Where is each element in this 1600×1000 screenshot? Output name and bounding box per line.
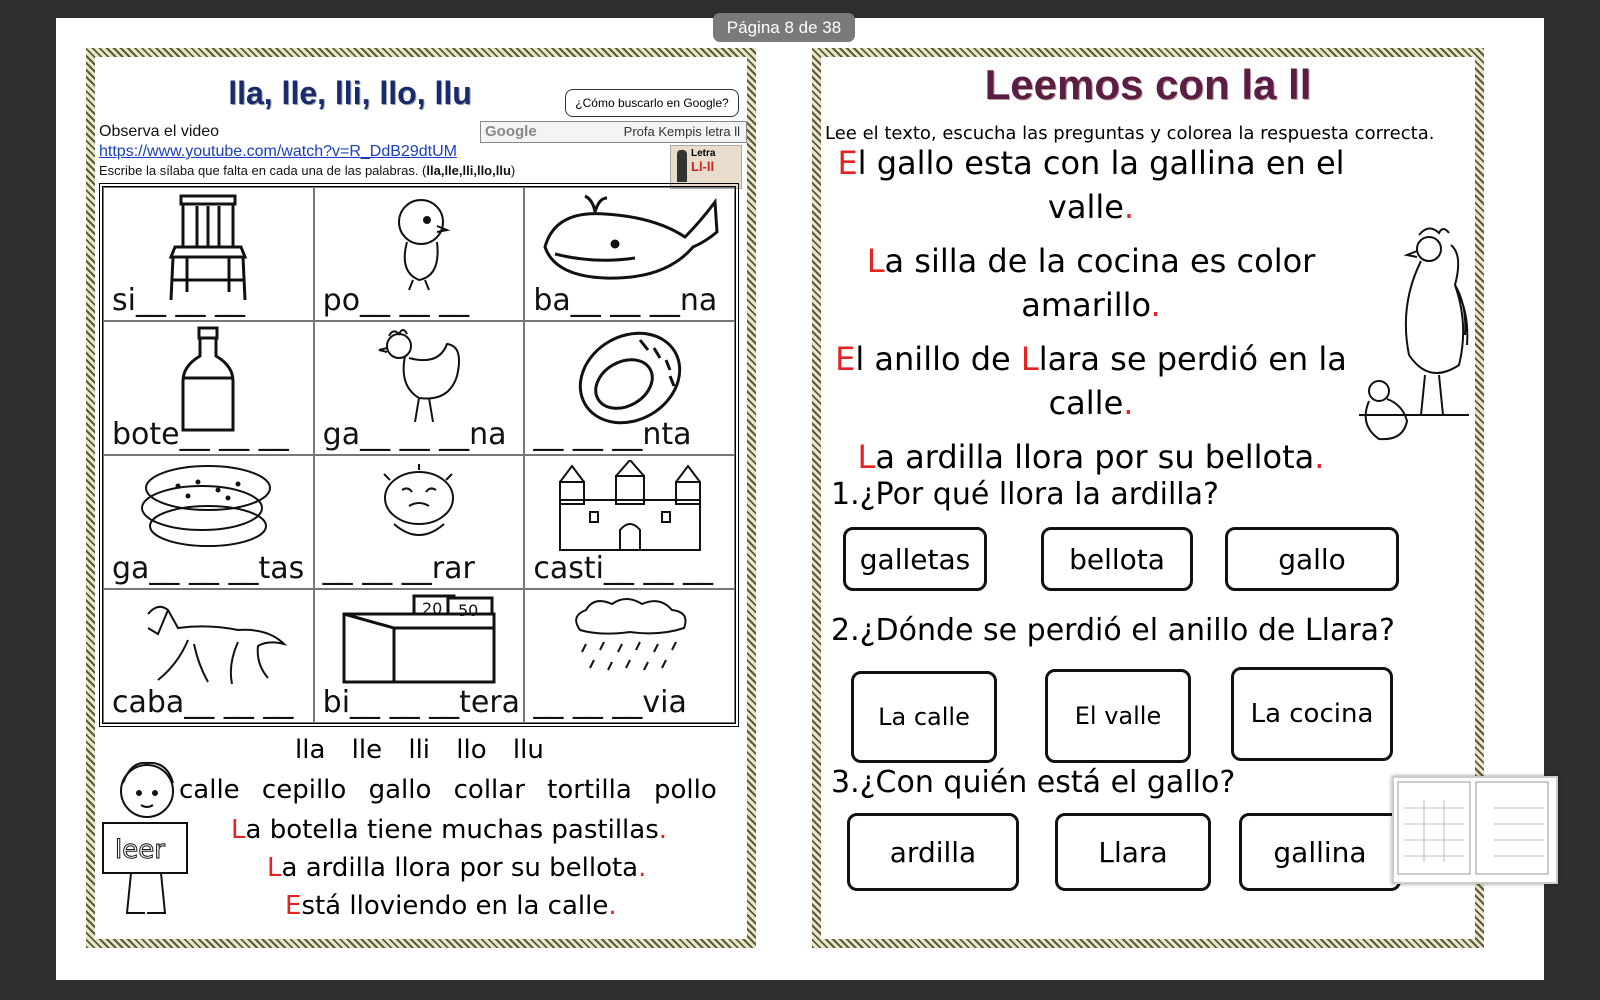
wallet-icon	[334, 594, 504, 689]
grid-cell	[524, 321, 735, 455]
hen-icon	[369, 326, 469, 431]
answer-option[interactable]: La cocina	[1231, 667, 1393, 761]
word-grid	[99, 183, 739, 727]
horse-icon	[128, 594, 288, 689]
reading-sentence-2: La silla de la cocina es color amarillo.	[866, 242, 1316, 324]
left-page-title: lla, lle, lli, llo, llu	[228, 75, 472, 111]
google-hint-bubble: ¿Cómo buscarlo en Google?	[565, 89, 739, 117]
grid-cell	[524, 187, 735, 321]
grid-cell	[103, 455, 314, 589]
grid-cell	[314, 187, 525, 321]
grid-cell	[524, 455, 735, 589]
grid-cell	[103, 321, 314, 455]
kid-sign-text: leer	[115, 835, 165, 865]
write-instruction: Escribe la sílaba que falta en cada una de las palabras. (lla,lle,lli,llo,llu)	[99, 163, 516, 178]
teacher-figure-icon	[677, 150, 687, 182]
google-search-bar	[480, 121, 747, 143]
thumbnail-page-icon	[1394, 778, 1552, 878]
crying-baby-icon	[364, 460, 474, 550]
observe-label: Observa el video	[99, 123, 220, 140]
answer-option[interactable]: bellota	[1041, 527, 1193, 591]
right-worksheet	[812, 48, 1484, 948]
grid-cell	[524, 589, 735, 723]
whale-icon	[535, 192, 725, 287]
reading-sentence-3: El anillo de Llara se perdió en la calle.	[835, 340, 1347, 422]
grid-cell	[314, 455, 525, 589]
right-page-title: Leemos con la ll	[984, 61, 1312, 108]
syllable-bank: lla lle lli llo llu	[295, 735, 544, 765]
left-sentence-1: La botella tiene muchas pastillas.	[231, 815, 668, 845]
word-blank: po__ __ __	[322, 283, 470, 318]
answer-option[interactable]: galletas	[843, 527, 987, 591]
grid-cell	[314, 589, 525, 723]
reading-sentence-4: La ardilla llora por su bellota.	[857, 438, 1325, 476]
video-thumb-label: Ll-ll	[691, 159, 715, 174]
google-logo: Google	[485, 123, 537, 140]
answer-option[interactable]: gallo	[1225, 527, 1399, 591]
question-2: 2.¿Dónde se perdió el anillo de Llara?	[831, 613, 1395, 648]
page-indicator: Página 8 de 38	[713, 13, 855, 42]
rain-cloud-icon	[560, 594, 700, 689]
answer-option[interactable]: ardilla	[847, 813, 1019, 891]
grid-cell	[314, 321, 525, 455]
bill-50: 50	[457, 601, 479, 620]
grid-cell	[103, 187, 314, 321]
word-blank: si__ __ __	[112, 283, 246, 318]
question-1: 1.¿Por qué llora la ardilla?	[831, 477, 1219, 512]
left-worksheet	[86, 48, 756, 948]
word-blank: bote__ __ __	[112, 417, 289, 452]
bill-20: 20	[421, 599, 443, 618]
word-blank: ga__ __ __tas	[112, 551, 305, 586]
word-blank: caba__ __ __	[112, 685, 294, 720]
word-bank: calle cepillo gallo collar tortilla pollo	[179, 775, 717, 805]
word-blank: ba__ __ __na	[533, 283, 718, 318]
answer-option[interactable]: Llara	[1055, 813, 1211, 891]
video-link[interactable]: https://www.youtube.com/watch?v=R_DdB29dtUM	[99, 143, 457, 160]
word-blank: bi__ __ __tera	[322, 685, 521, 720]
reading-sentence-1: El gallo esta con la gallina en el valle.	[837, 144, 1345, 226]
left-sentence-3: Está lloviendo en la calle.	[285, 891, 617, 921]
rooster-and-hen-icon	[1359, 215, 1469, 465]
google-query: Profa Kempis letra ll	[623, 124, 740, 139]
video-thumb-title: Letra	[691, 148, 716, 159]
grid-cell	[103, 589, 314, 723]
word-blank: casti__ __ __	[533, 551, 714, 586]
right-instruction: Lee el texto, escucha las preguntas y colorea la respuesta correcta.	[825, 123, 1435, 144]
chick-icon	[369, 192, 469, 292]
word-blank: __ __ __rar	[322, 551, 475, 586]
tire-icon	[570, 326, 690, 431]
word-blank: ga__ __ __na	[322, 417, 507, 452]
answer-option[interactable]: La calle	[851, 671, 997, 763]
word-blank: __ __ __via	[533, 685, 687, 720]
page-thumbnail-preview[interactable]	[1392, 776, 1558, 884]
left-sentence-2: La ardilla llora por su bellota.	[267, 853, 647, 883]
answer-option[interactable]: El valle	[1045, 669, 1191, 763]
word-blank: __ __ __nta	[533, 417, 692, 452]
answer-option[interactable]: gallina	[1239, 813, 1401, 891]
question-3: 3.¿Con quién está el gallo?	[831, 765, 1236, 800]
kid-reading-sign-icon	[101, 753, 191, 923]
cookies-icon	[138, 460, 278, 550]
castle-icon	[550, 460, 710, 555]
